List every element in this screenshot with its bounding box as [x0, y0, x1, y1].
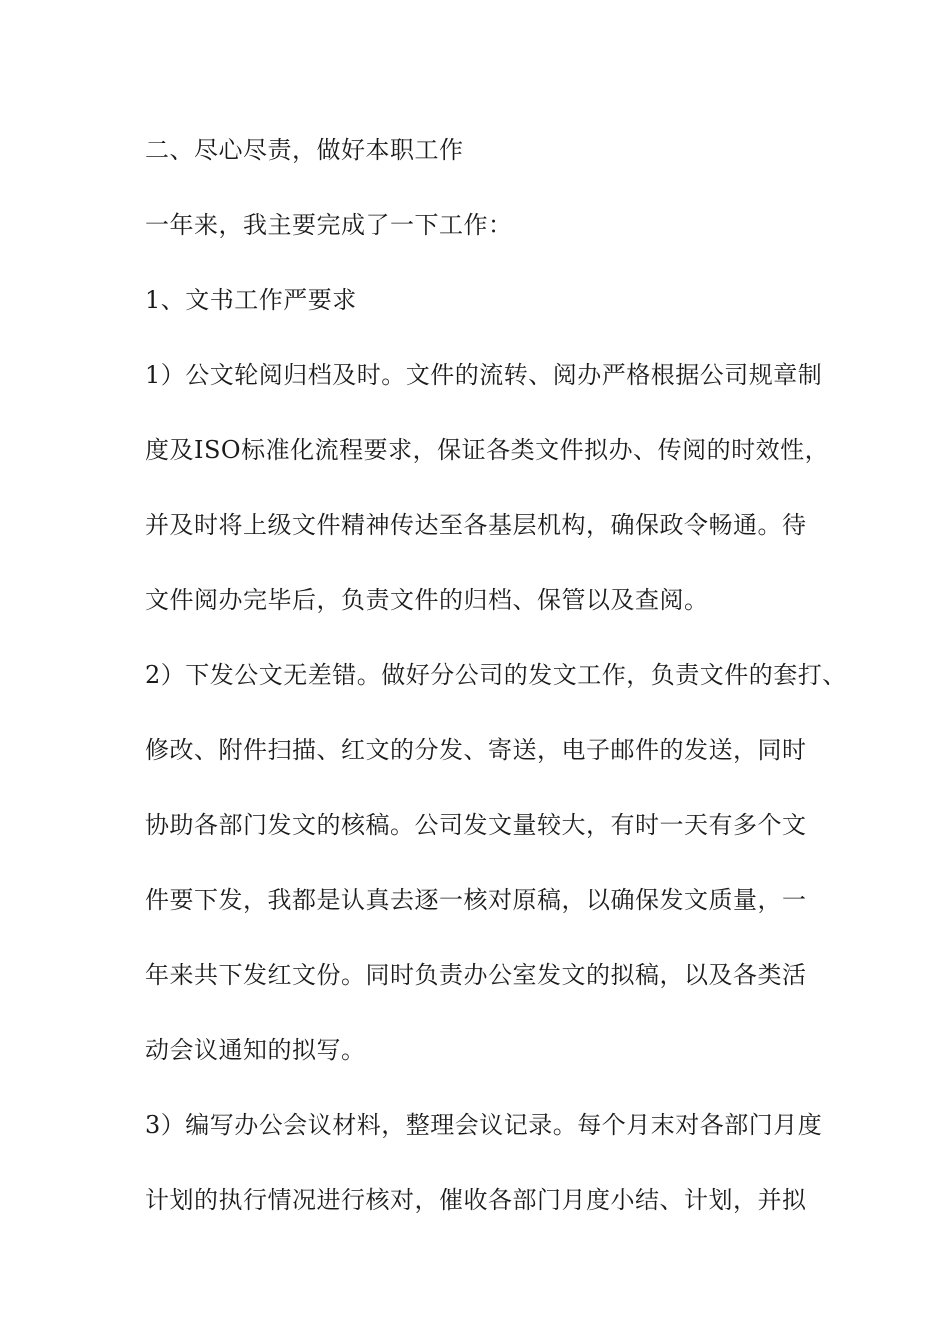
paragraph-line: 协助各部门发文的核稿。公司发文量较大，有时一天有多个文: [145, 811, 807, 839]
paragraph-line: 件要下发，我都是认真去逐一核对原稿，以确保发文质量，一: [145, 886, 807, 914]
paragraph-line: 并及时将上级文件精神传达至各基层机构，确保政令畅通。待: [145, 511, 807, 539]
paragraph-intro: 一年来，我主要完成了一下工作：: [145, 211, 513, 239]
paragraph-line: 1）公文轮阅归档及时。文件的流转、阅办严格根据公司规章制: [145, 361, 823, 389]
paragraph-line: 度及ISO标准化流程要求，保证各类文件拟办、传阅的时效性，: [145, 436, 830, 464]
paragraph-line: 文件阅办完毕后，负责文件的归档、保管以及查阅。: [145, 586, 709, 614]
paragraph-line: 年来共下发红文份。同时负责办公室发文的拟稿，以及各类活: [145, 961, 807, 989]
paragraph-line: 计划的执行情况进行核对，催收各部门月度小结、计划，并拟: [145, 1186, 807, 1214]
paragraph-line: 2）下发公文无差错。做好分公司的发文工作，负责文件的套打、: [145, 661, 847, 689]
paragraph-line: 3）编写办公会议材料，整理会议记录。每个月末对各部门月度: [145, 1111, 823, 1139]
section-heading: 二、尽心尽责，做好本职工作: [145, 136, 464, 164]
paragraph-line: 动会议通知的拟写。: [145, 1036, 366, 1064]
subsection-heading: 1、文书工作严要求: [145, 286, 357, 314]
paragraph-line: 修改、附件扫描、红文的分发、寄送，电子邮件的发送，同时: [145, 736, 807, 764]
